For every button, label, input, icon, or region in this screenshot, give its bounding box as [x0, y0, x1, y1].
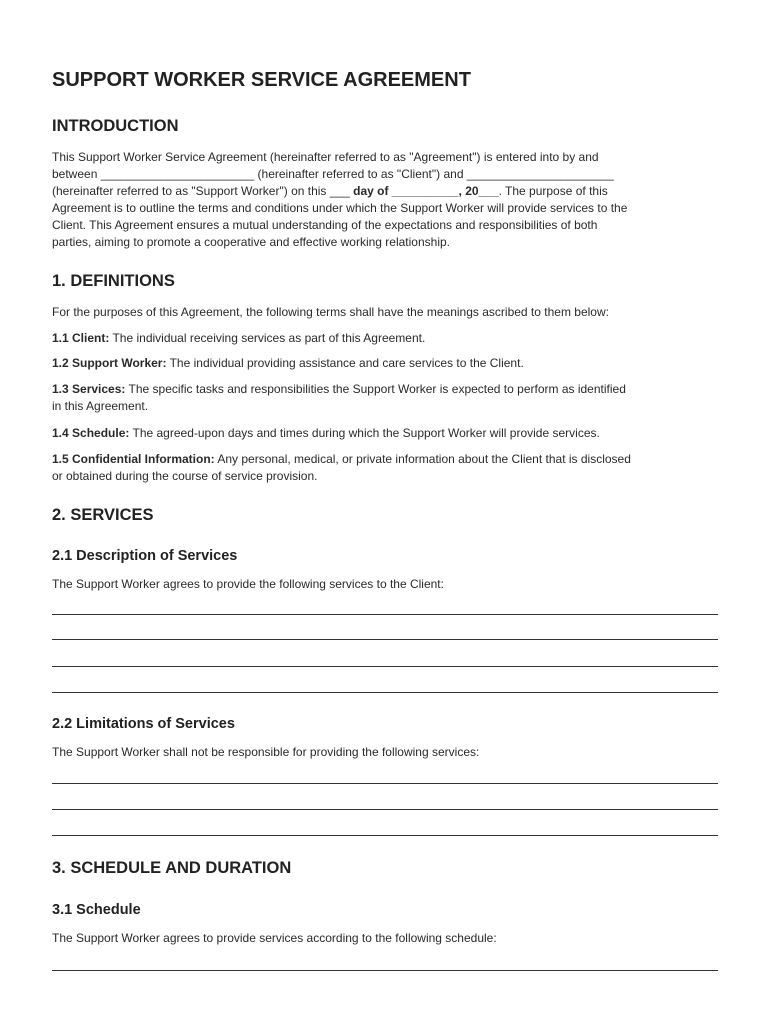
definition-text: The specific tasks and responsibilities the Support Worker is expected to perform as identified — [125, 382, 626, 396]
definition-text: The individual providing assistance and care services to the Client. — [166, 356, 524, 370]
definition-line — [52, 381, 718, 398]
intro-heading: INTRODUCTION — [52, 117, 179, 135]
services-limitations-heading: 2.2 Limitations of Services — [52, 716, 235, 732]
services-description-heading: 2.1 Description of Services — [52, 548, 238, 564]
definition-line — [52, 451, 718, 468]
intro-line-part: . The purpose of this — [498, 184, 608, 198]
definition-item — [52, 355, 718, 372]
definitions-intro: For the purposes of this Agreement, the following terms shall have the meanings ascribed to them below: — [52, 305, 609, 319]
intro-line: parties, aiming to promote a cooperative and effective working relationship. — [52, 235, 450, 249]
limitations-blank-line[interactable] — [52, 835, 718, 836]
definition-line: in this Agreement. — [52, 399, 149, 413]
intro-line: Client. This Agreement ensures a mutual understanding of the expectations and responsibilities of both — [52, 218, 598, 232]
definition-text: Any personal, medical, or private information about the Client that is disclosed — [214, 452, 631, 466]
schedule-subheading: 3.1 Schedule — [52, 902, 141, 918]
services-limitations-text: The Support Worker shall not be responsible for providing the following services: — [52, 745, 480, 759]
definition-text: The individual receiving services as part of this Agreement. — [109, 331, 426, 345]
intro-line: This Support Worker Service Agreement (hereinafter referred to as "Agreement") is entered into by and — [52, 150, 599, 164]
intro-line: Agreement is to outline the terms and conditions under which the Support Worker will provide services to the — [52, 201, 628, 215]
intro-paragraph — [52, 149, 718, 251]
definition-term: 1.2 Support Worker: — [52, 356, 167, 370]
services-description-text: The Support Worker agrees to provide the following services to the Client: — [52, 577, 444, 591]
definition-term: 1.5 Confidential Information: — [52, 452, 215, 466]
definition-term: 1.1 Client: — [52, 331, 110, 345]
schedule-text: The Support Worker agrees to provide services according to the following schedule: — [52, 931, 497, 945]
schedule-heading: 3. SCHEDULE AND DURATION — [52, 859, 292, 877]
services-blank-line[interactable] — [52, 614, 718, 615]
intro-line-part: (hereinafter referred to as "Support Worker") on this ___ — [52, 184, 354, 198]
limitations-blank-line[interactable] — [52, 783, 718, 784]
services-heading: 2. SERVICES — [52, 506, 154, 524]
definition-text: The agreed-upon days and times during which the Support Worker will provide services. — [129, 426, 600, 440]
intro-date-blank: day of __________, 20___ — [353, 184, 499, 198]
intro-line — [52, 183, 718, 200]
limitations-blank-line[interactable] — [52, 809, 718, 810]
definition-line: or obtained during the course of service provision. — [52, 469, 318, 483]
definitions-heading: 1. DEFINITIONS — [52, 272, 175, 290]
definition-item — [52, 425, 718, 442]
services-blank-line[interactable] — [52, 639, 718, 640]
services-blank-line[interactable] — [52, 666, 718, 667]
schedule-blank-line[interactable] — [52, 970, 718, 971]
definition-item — [52, 330, 718, 347]
definition-term: 1.3 Services: — [52, 382, 126, 396]
intro-line: between _______________________ (hereinafter referred to as "Client") and ______________________ — [52, 167, 614, 181]
definition-item — [52, 451, 718, 485]
definition-term: 1.4 Schedule: — [52, 426, 130, 440]
definition-item — [52, 381, 718, 415]
document-title: SUPPORT WORKER SERVICE AGREEMENT — [52, 69, 471, 91]
services-blank-line[interactable] — [52, 692, 718, 693]
